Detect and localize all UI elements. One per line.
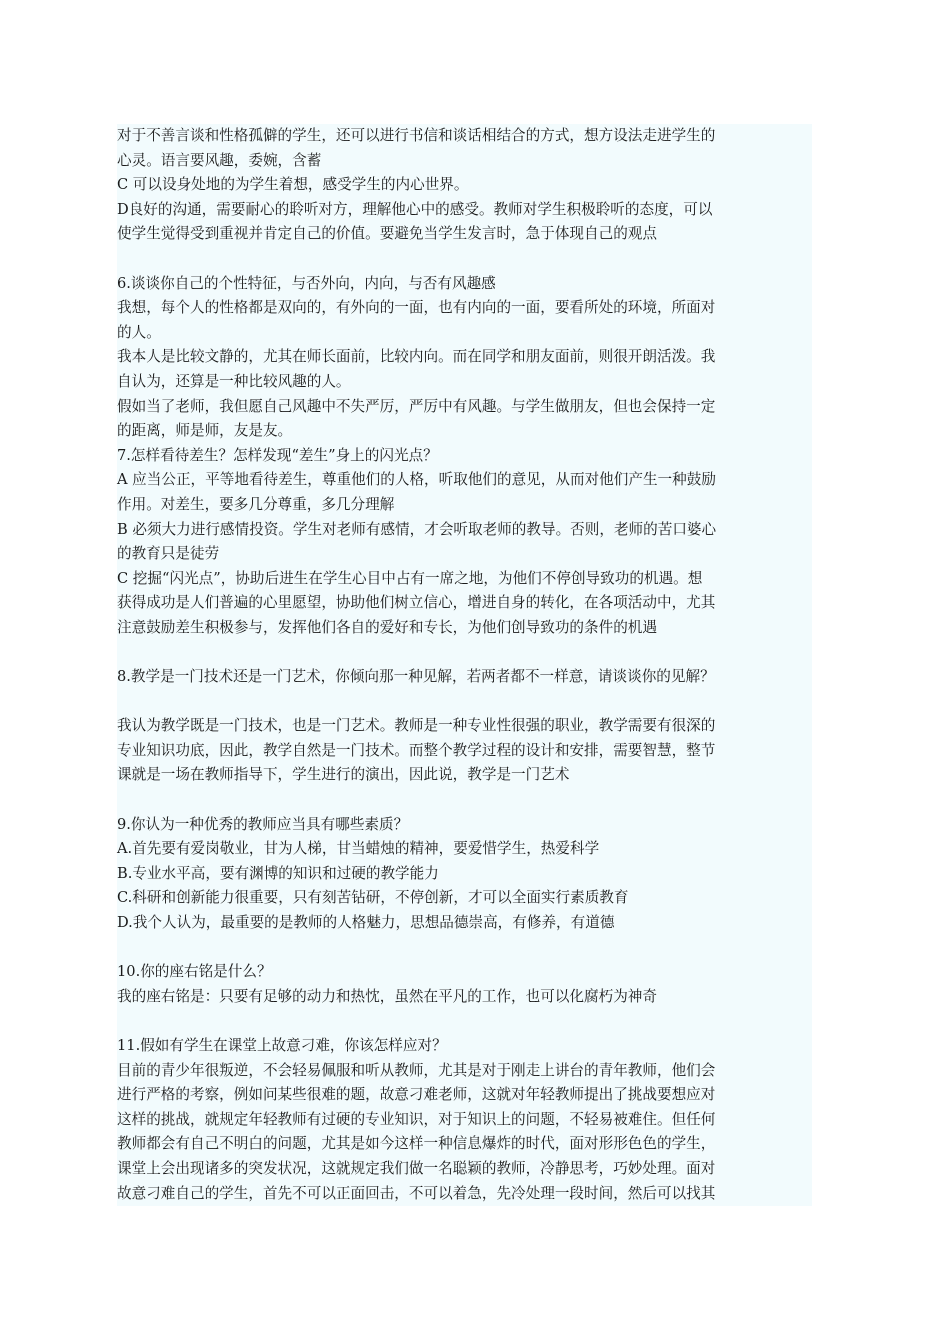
text-line: 我的座右铭是：只要有足够的动力和热忱，虽然在平凡的工作，也可以化腐朽为神奇 <box>117 987 657 1005</box>
text-line: 我想，每个人的性格都是双向的，有外向的一面，也有内向的一面，要看所处的环境，所面对 <box>117 299 716 317</box>
text-line: 目前的青少年很叛逆，不会轻易佩服和听从教师，尤其是对于刚走上讲台的青年教师，他们会 <box>117 1061 716 1079</box>
text-line: 11.假如有学生在课堂上故意刁难，你该怎样应对？ <box>117 1036 447 1054</box>
text-line: B.专业水平高，要有渊博的知识和过硬的教学能力 <box>117 864 439 882</box>
text-line: D.我个人认为，最重要的是教师的人格魅力，思想品德崇高，有修养，有道德 <box>117 914 615 931</box>
text-line: 使学生觉得受到重视并肯定自己的价值。要避免当学生发言时，急于体现自己的观点 <box>117 225 657 243</box>
text-line: 我认为教学既是一门技术，也是一门艺术。教师是一种专业性很强的职业，教学需要有很深的 <box>117 717 716 735</box>
text-line: 教师都会有自己不明白的问题，尤其是如今这样一种信息爆炸的时代，面对形形色色的学生， <box>117 1135 716 1153</box>
blank-line <box>117 690 812 715</box>
text-line: 我本人是比较文静的，尤其在师长面前，比较内向。而在同学和朋友面前，则很开朗活泼。我 <box>117 348 716 366</box>
text-line: 获得成功是人们普遍的心里愿望，协助他们树立信心，增进自身的转化，在各项活动中，尤其 <box>117 594 716 612</box>
text-line: 6.谈谈你自己的个性特征，与否外向，内向，与否有风趣感 <box>117 274 496 292</box>
text-line: B 必须大力进行感情投资。学生对老师有感情，才会听取老师的教导。否则，老师的苦口婆心 <box>117 520 717 538</box>
blank-line <box>117 247 812 272</box>
document-body <box>117 124 812 1206</box>
text-line: D良好的沟通，需要耐心的聆听对方，理解他心中的感受。教师对学生积极聆听的态度，可以 <box>117 200 713 218</box>
text-line: C 挖掘“闪光点”，协助后进生在学生心目中占有一席之地，为他们不停创导致功的机遇。想 <box>117 569 703 587</box>
text-line: C.科研和创新能力很重要，只有刻苦钻研，不停创新，才可以全面实行素质教育 <box>117 889 629 907</box>
text-line: 自认为，还算是一种比较风趣的人。 <box>117 372 351 390</box>
text-line: A.首先要有爱岗敬业，甘为人梯，甘当蜡烛的精神，要爱惜学生，热爱科学 <box>117 840 600 858</box>
text-line: 注意鼓励差生积极参与，发挥他们各自的爱好和专长，为他们创导致功的条件的机遇 <box>117 618 657 636</box>
text-line: 的教育只是徒劳 <box>117 545 220 563</box>
text-line: 8.教学是一门技术还是一门艺术，你倾向那一种见解，若两者都不一样意，请谈谈你的见解？ <box>117 668 715 686</box>
text-line: 这样的挑战，就规定年轻教师有过硬的专业知识，对于知识上的问题，不轻易被难住。但任何 <box>117 1110 716 1128</box>
text-line: 10.你的座右铭是什么？ <box>117 963 272 981</box>
blank-line <box>117 936 812 961</box>
text-line: 对于不善言谈和性格孤僻的学生，还可以进行书信和谈话相结合的方式，想方设法走进学生的 <box>117 127 716 144</box>
text-line: 课就是一场在教师指导下，学生进行的演出，因此说，教学是一门艺术 <box>117 766 570 784</box>
text-line: 心灵。语言要风趣，委婉，含蓄 <box>117 151 322 169</box>
text-line: 假如当了老师，我但愿自己风趣中不失严厉，严厉中有风趣。与学生做朋友，但也会保持一定 <box>117 397 716 415</box>
text-line: 的距离，师是师，友是友。 <box>117 422 293 440</box>
blank-line <box>117 640 812 665</box>
text-line: 故意刁难自己的学生，首先不可以正面回击，不可以着急，先冷处理一段时间，然后可以找其 <box>117 1184 716 1202</box>
blank-line <box>117 1009 812 1034</box>
text-line: 7.怎样看待差生？怎样发现“差生”身上的闪光点？ <box>117 446 438 464</box>
text-line: 作用。对差生，要多几分尊重，多几分理解 <box>117 495 395 513</box>
text-line: 的人。 <box>117 323 161 341</box>
text-line: 进行严格的考察，例如问某些很难的题，故意刁难老师，这就对年轻教师提出了挑战要想应对 <box>117 1086 716 1104</box>
text-line: A 应当公正，平等地看待差生，尊重他们的人格，听取他们的意见，从而对他们产生一种鼓励 <box>117 471 716 489</box>
text-line: 专业知识功底，因此，教学自然是一门技术。而整个教学过程的设计和安排，需要智慧，整节 <box>117 741 716 759</box>
text-line: 课堂上会出现诸多的突发状况，这就规定我们做一名聪颖的教师，冷静思考，巧妙处理。面对 <box>117 1159 716 1177</box>
text-line: 9.你认为一种优秀的教师应当具有哪些素质？ <box>117 815 409 833</box>
text-line: C 可以设身处地的为学生着想，感受学生的内心世界。 <box>117 176 469 194</box>
blank-line <box>117 788 812 813</box>
